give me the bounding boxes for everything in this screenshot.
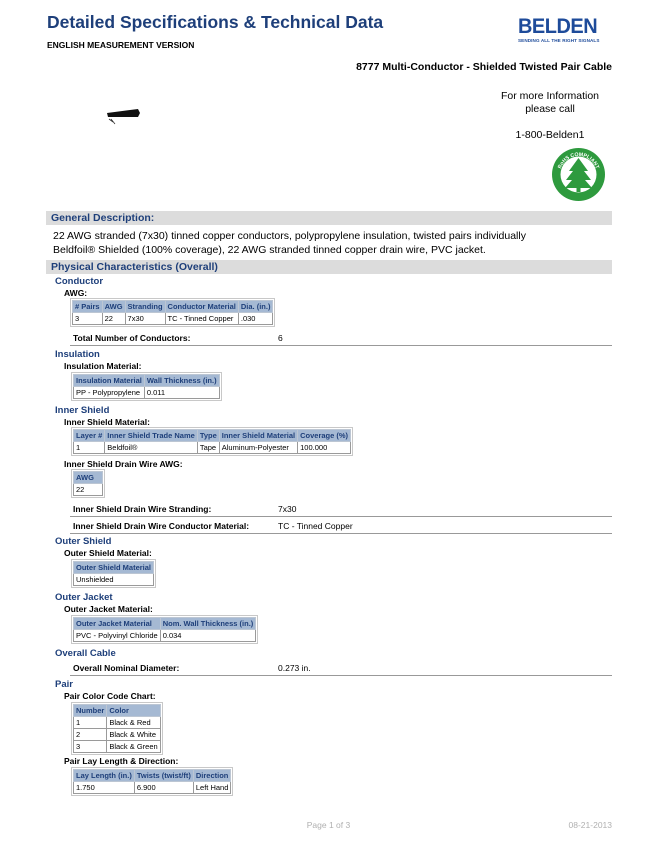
table-cell: Unshielded	[74, 574, 154, 586]
table-header: AWG	[102, 301, 125, 313]
table-cell: Beldfoil®	[105, 442, 198, 454]
table-header: Stranding	[125, 301, 165, 313]
table-row	[74, 630, 256, 642]
table-header: Twists (twist/ft)	[134, 770, 193, 782]
pair-color-table	[73, 704, 161, 753]
table-header: Coverage (%)	[298, 430, 351, 442]
outer-jacket-heading: Outer Jacket	[55, 592, 113, 603]
table-header: Dia. (in.)	[238, 301, 273, 313]
info-line-2: please call	[525, 103, 575, 115]
total-conductors-value: 6	[278, 333, 283, 343]
physical-characteristics-heading: Physical Characteristics (Overall)	[51, 261, 218, 273]
belden-logo	[518, 17, 600, 45]
table-row	[74, 442, 351, 454]
table-row	[74, 741, 161, 753]
document-title: Detailed Specifications & Technical Data	[47, 12, 384, 32]
table-cell: Tape	[197, 442, 219, 454]
table-row	[74, 484, 103, 496]
table-header: Type	[197, 430, 219, 442]
overall-diameter-label: Overall Nominal Diameter:	[73, 663, 180, 673]
table-header: # Pairs	[73, 301, 103, 313]
table-cell: 100.000	[298, 442, 351, 454]
logo-tagline: SENDING ALL THE RIGHT SIGNALS	[518, 38, 600, 43]
outer-jacket-table	[73, 617, 256, 642]
total-conductors-label: Total Number of Conductors:	[73, 333, 191, 343]
awg-label: AWG:	[64, 288, 88, 298]
table-cell: 7x30	[125, 313, 165, 325]
revision-date: 08-21-2013	[568, 820, 612, 830]
divider	[70, 516, 612, 517]
divider	[70, 345, 612, 346]
table-cell: Aluminum-Polyester	[219, 442, 297, 454]
logo-word: BELDEN	[518, 15, 598, 38]
table-header: Number	[74, 705, 107, 717]
table-header-row	[74, 770, 231, 782]
table-cell: 2	[74, 729, 107, 741]
table-cell: Black & Red	[107, 717, 160, 729]
insulation-table	[73, 374, 220, 399]
drain-wire-awg-table	[73, 471, 103, 496]
physical-characteristics-bar	[46, 260, 612, 274]
pair-lay-table	[73, 769, 231, 794]
table-header: Wall Thickness (in.)	[144, 375, 219, 387]
table-row	[74, 574, 154, 586]
table-cell: Left Hand	[193, 782, 231, 794]
table-cell: PP - Polypropylene	[74, 387, 145, 399]
table-cell: 1	[74, 717, 107, 729]
outer-shield-material-label: Outer Shield Material:	[64, 548, 152, 558]
table-header: Insulation Material	[74, 375, 145, 387]
table-row	[73, 313, 273, 325]
description-line-2: Beldfoil® Shielded (100% coverage), 22 AWG stranded tinned copper drain wire, PVC jacket.	[53, 244, 486, 256]
table-cell: 0.011	[144, 387, 219, 399]
divider	[70, 533, 612, 534]
table-header: Outer Jacket Material	[74, 618, 161, 630]
overall-diameter-value: 0.273 in.	[278, 663, 311, 673]
general-description-heading: General Description:	[51, 212, 155, 224]
table-header-row	[73, 301, 273, 313]
outer-shield-heading: Outer Shield	[55, 536, 112, 547]
table-header: AWG	[74, 472, 103, 484]
table-cell: 22	[102, 313, 125, 325]
rohs-compliant-icon	[551, 147, 606, 202]
insulation-material-label: Insulation Material:	[64, 361, 142, 371]
table-header: Conductor Material	[165, 301, 238, 313]
table-header-row	[74, 562, 154, 574]
table-cell: .030	[238, 313, 273, 325]
inner-shield-table	[73, 429, 351, 454]
table-cell: 0.034	[160, 630, 256, 642]
table-cell: TC - Tinned Copper	[165, 313, 238, 325]
table-cell: 3	[73, 313, 103, 325]
table-cell: 1	[74, 442, 105, 454]
table-header: Outer Shield Material	[74, 562, 154, 574]
drain-wire-material-value: TC - Tinned Copper	[278, 521, 353, 531]
drain-wire-stranding-label: Inner Shield Drain Wire Stranding:	[73, 504, 212, 514]
table-cell: PVC - Polyvinyl Chloride	[74, 630, 161, 642]
table-row	[74, 729, 161, 741]
table-cell: Black & White	[107, 729, 160, 741]
table-header: Nom. Wall Thickness (in.)	[160, 618, 256, 630]
document-subtitle: ENGLISH MEASUREMENT VERSION	[47, 40, 195, 50]
table-header: Direction	[193, 770, 231, 782]
table-header-row	[74, 472, 103, 484]
table-header: Color	[107, 705, 160, 717]
table-cell: Black & Green	[107, 741, 160, 753]
table-row	[74, 387, 220, 399]
conductor-heading: Conductor	[55, 276, 104, 287]
divider	[70, 675, 612, 676]
insulation-heading: Insulation	[55, 349, 100, 360]
info-line-1: For more Information	[500, 90, 600, 102]
table-row	[74, 717, 161, 729]
table-row	[74, 782, 231, 794]
page-number: Page 1 of 3	[306, 820, 351, 830]
info-text	[480, 90, 620, 116]
drain-wire-material-label: Inner Shield Drain Wire Conductor Material:	[73, 521, 250, 531]
rohs-label: RoHS COMPLIANT	[557, 151, 600, 170]
table-header-row	[74, 618, 256, 630]
phone-number: 1-800-Belden1	[515, 129, 585, 141]
overall-cable-heading: Overall Cable	[55, 648, 116, 659]
table-header: Inner Shield Trade Name	[105, 430, 198, 442]
outer-shield-table	[73, 561, 154, 586]
drain-wire-stranding-value: 7x30	[278, 504, 297, 514]
general-description-bar	[46, 211, 612, 225]
product-title: 8777 Multi-Conductor - Shielded Twisted Pair Cable	[356, 61, 612, 73]
table-cell: 6.900	[134, 782, 193, 794]
inner-shield-material-label: Inner Shield Material:	[64, 417, 150, 427]
table-header: Inner Shield Material	[219, 430, 297, 442]
description-line-1: 22 AWG stranded (7x30) tinned copper conductors, polypropylene insulation, twisted pairs individually	[53, 230, 526, 242]
table-header-row	[74, 705, 161, 717]
drain-wire-awg-label: Inner Shield Drain Wire AWG:	[64, 459, 183, 469]
table-header: Layer #	[74, 430, 105, 442]
pair-lay-length-label: Pair Lay Length & Direction:	[64, 756, 179, 766]
table-header: Lay Length (in.)	[74, 770, 135, 782]
conductor-table	[72, 300, 273, 325]
table-header-row	[74, 430, 351, 442]
pair-heading: Pair	[55, 679, 73, 690]
table-header-row	[74, 375, 220, 387]
outer-jacket-material-label: Outer Jacket Material:	[64, 604, 153, 614]
table-cell: 22	[74, 484, 103, 496]
pair-color-code-label: Pair Color Code Chart:	[64, 691, 156, 701]
table-cell: 3	[74, 741, 107, 753]
inner-shield-heading: Inner Shield	[55, 405, 110, 416]
table-cell: 1.750	[74, 782, 135, 794]
general-description-text	[53, 229, 613, 257]
cable-thumbnail-image	[105, 106, 145, 128]
